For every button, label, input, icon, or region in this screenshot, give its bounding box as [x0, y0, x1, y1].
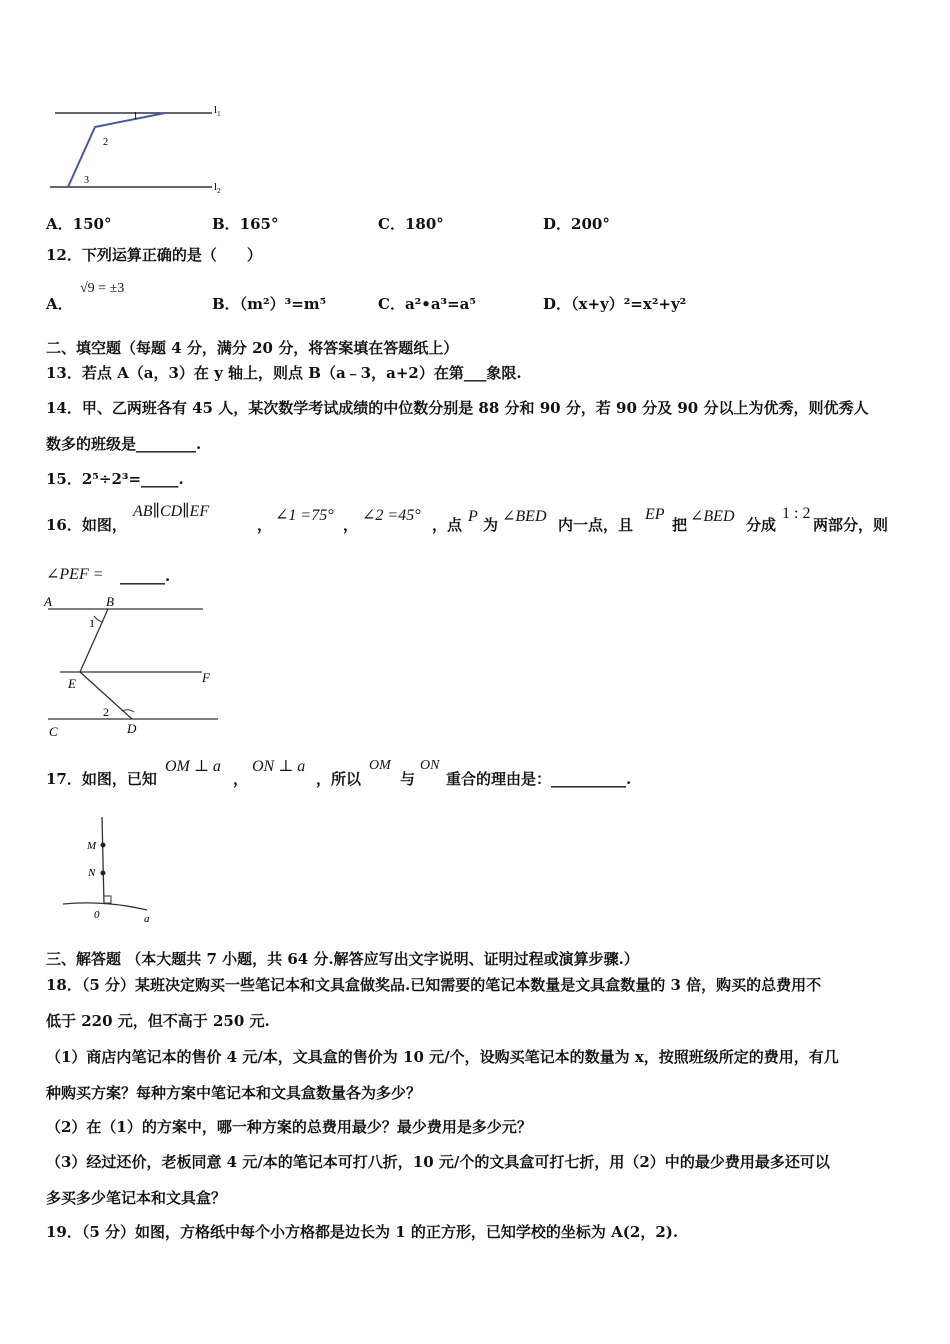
q18-line-1: 18．（5 分）某班决定购买一些笔记本和文具盒做奖品.已知需要的笔记本数量是文具盒数量的 3 倍，购买的总费用不: [46, 976, 822, 994]
q18-line-2: 低于 220 元，但不高于 250 元.: [46, 1012, 270, 1030]
point-n: [101, 871, 106, 876]
label-n: N: [88, 867, 96, 879]
q16-is-text: 为: [483, 516, 499, 534]
label-l1: $l_1$: [214, 104, 221, 118]
q17-suffix: 重合的理由是：__________.: [446, 770, 632, 788]
q16-ep-math: EP: [645, 506, 665, 523]
q17-therefore: ，所以: [316, 770, 362, 788]
q12-option-d: D．（x+y）²=x²+y²: [543, 295, 687, 313]
label-e: E: [68, 676, 76, 691]
label-o: 0: [94, 909, 100, 921]
q11-option-a: A．150°: [46, 215, 112, 233]
q18-part-2: （2）在（1）的方案中，哪一种方案的总费用最少？最少费用是多少元？: [46, 1118, 532, 1136]
q17-om-math: OM: [369, 758, 391, 773]
q17-on-math: ON: [420, 758, 440, 773]
q17-prefix: 17．如图，已知: [46, 770, 157, 788]
q16-prefix: 16．如图，: [46, 516, 127, 534]
label-a: A: [44, 594, 52, 609]
angle-1-label: 1: [89, 616, 95, 630]
q18-part-1-line-2: 种购买方案？每种方案中笔记本和文具盒数量各为多少？: [46, 1084, 422, 1102]
angle-2-label: 2: [103, 137, 108, 148]
q16-ratio-math: 1 : 2: [782, 505, 811, 522]
bent-line: [68, 113, 165, 187]
q11-option-c: C．180°: [378, 215, 444, 233]
figure-q17: [55, 812, 165, 927]
q11-option-b: B．165°: [212, 215, 279, 233]
q12-stem: 12．下列运算正确的是（ ）: [46, 246, 262, 264]
q16-bed-math-2: ∠BED: [690, 508, 735, 525]
q16-ba-text: 把: [672, 516, 688, 534]
q16-parallel-math: AB∥CD∥EF: [133, 503, 210, 520]
right-angle-mark: [104, 896, 111, 903]
angle-1-label: 1: [133, 111, 138, 122]
q18-part-1-line-1: （1）商店内笔记本的售价 4 元/本，文具盒的售价为 10 元/个，设购买笔记本的数量为 x，按照班级所定的费用，有几: [46, 1048, 839, 1066]
figure-q11: [40, 95, 240, 200]
section-2-heading: 二、填空题（每题 4 分，满分 20 分，将答案填在答题纸上）: [46, 339, 459, 357]
section-3-heading: 三、解答题 （本大题共 7 小题，共 64 分.解答应写出文字说明、证明过程或演算步骤.）: [46, 950, 639, 968]
point-m: [101, 843, 106, 848]
q12-option-c: C．a²•a³=a⁵: [378, 295, 476, 313]
q16-angle2-math: ∠2 =45°: [362, 507, 421, 524]
q16-comma-2: ，: [343, 516, 359, 534]
q17-and: 与: [400, 770, 416, 788]
q13: 13．若点 A（a，3）在 y 轴上，则点 B（a﹣3，a+2）在第___象限.: [46, 364, 522, 382]
label-c: C: [49, 724, 58, 739]
angle-1-arc: [94, 616, 103, 621]
q16-inside-text: 内一点，且: [558, 516, 634, 534]
q12-option-a-math: √9 = ±3: [80, 281, 125, 296]
label-d: D: [127, 721, 137, 736]
q17-comma: ，: [233, 770, 249, 788]
label-m: M: [87, 840, 97, 852]
q17-om-perp-math: OM ⊥ a: [165, 758, 221, 775]
q15: 15．2⁵÷2³=_____.: [46, 470, 184, 488]
q16-angle1-math: ∠1 =75°: [275, 507, 334, 524]
figure-q16: [40, 590, 225, 740]
q16-point-text: ，点: [432, 516, 463, 534]
q16-bed-math: ∠BED: [502, 508, 547, 525]
q17-on-perp-math: ON ⊥ a: [252, 758, 306, 775]
q16-p-math: P: [468, 508, 478, 525]
q16-split-text: 分成: [746, 516, 777, 534]
q16-pef-math: ∠PEF =: [46, 566, 104, 583]
q14-line-2: 数多的班级是________.: [46, 435, 202, 453]
q14-line-1: 14．甲、乙两班各有 45 人，某次数学考试成绩的中位数分别是 88 分和 90 分，若 90 分及 90 分以上为优秀，则优秀人: [46, 399, 869, 417]
q18-part-3-line-2: 多买多少笔记本和文具盒？: [46, 1189, 227, 1207]
q12-option-b: B．（m²）³=m⁵: [212, 295, 327, 313]
angle-3-label: 3: [84, 175, 89, 186]
line-a: [63, 903, 147, 910]
label-a: a: [144, 913, 150, 925]
q12-option-a-label: A．: [46, 295, 73, 313]
angle-2-label: 2: [103, 705, 109, 719]
q11-option-d: D．200°: [543, 215, 610, 233]
line-om: [102, 817, 104, 904]
q16-answer-blank: ______.: [120, 567, 171, 585]
label-f: F: [202, 670, 210, 685]
q16-comma-1: ，: [257, 516, 273, 534]
q18-part-3-line-1: （3）经过还价，老板同意 4 元/本的笔记本可打八折，10 元/个的文具盒可打七折，用（2）中的最少费用最多还可以: [46, 1153, 830, 1171]
label-b: B: [106, 594, 114, 609]
label-l2: $l_2$: [214, 181, 221, 195]
q16-suffix: 两部分，则: [813, 516, 889, 534]
q19: 19．（5 分）如图，方格纸中每个小方格都是边长为 1 的正方形，已知学校的坐标为 A(2，2).: [46, 1223, 679, 1241]
